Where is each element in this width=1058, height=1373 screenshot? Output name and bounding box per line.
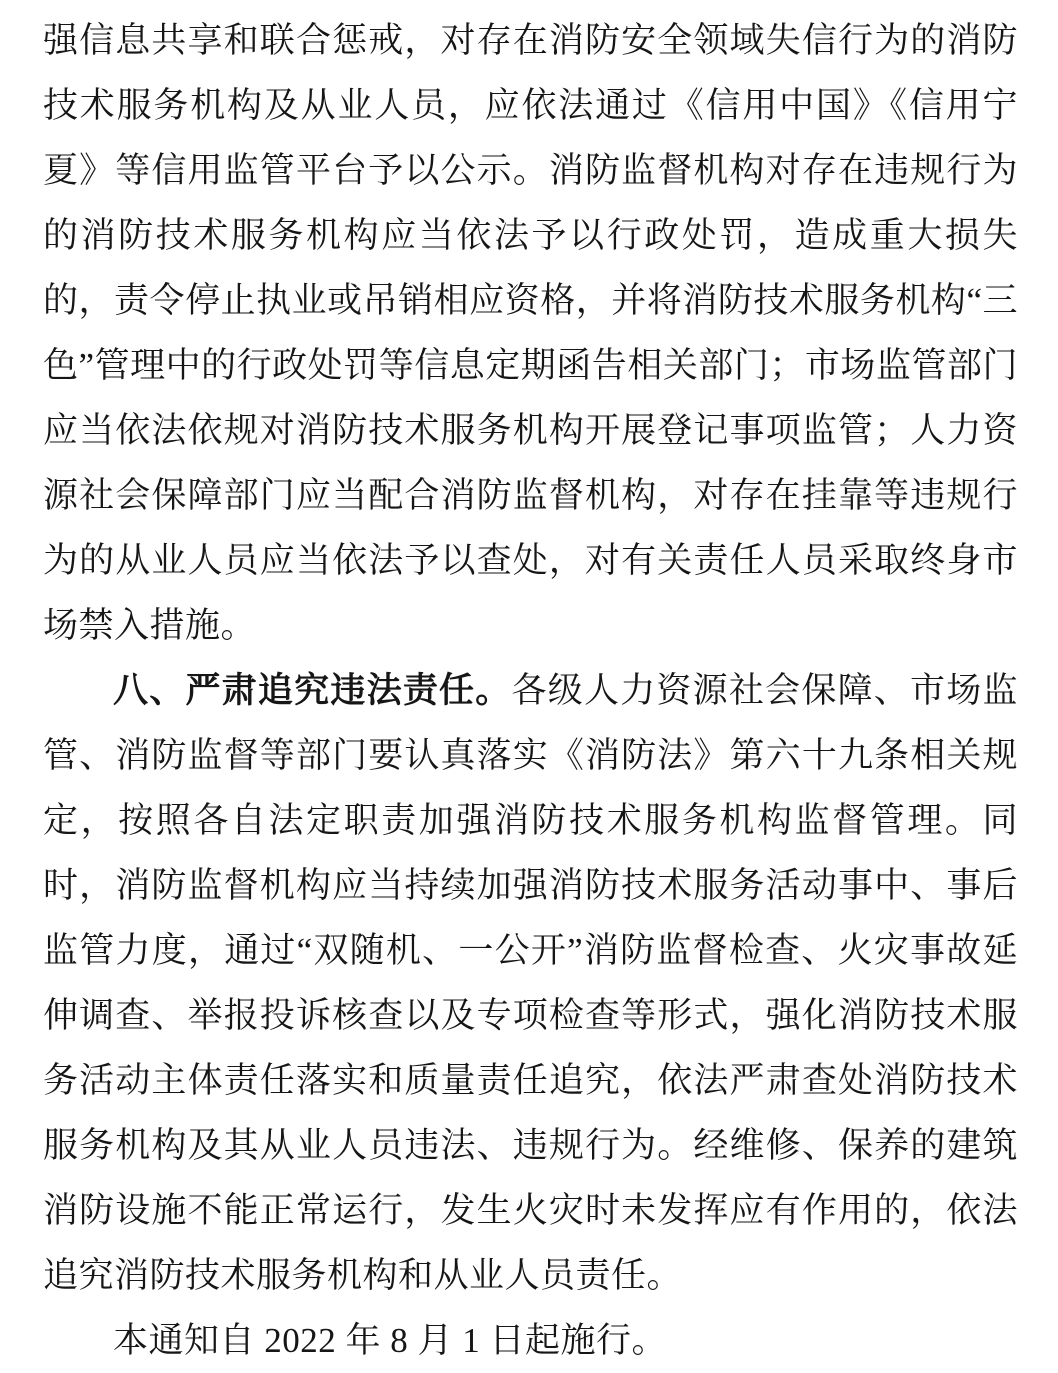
- paragraph: [43, 8, 1018, 658]
- document-body: [43, 8, 1018, 1373]
- paragraph-heading: 八、严肃追究违法责任。: [113, 671, 512, 710]
- text-segment: 本通知自 2022 年 8 月 1 日起施行。: [113, 1321, 668, 1360]
- text-segment: 强信息共享和联合惩戒，对存在消防安全领域失信行为的消防技术服务机构及从业人员，应依法通过《信用中国》《信用宁夏》等信用监管平台予以公示。消防监督机构对存在违规行为的消防技术服务机构应当依法予以行政处罚，造成重大损失的，责令停止执业或吊销相应资格，并将消防技术服务机构“三色”管理中的行政处罚等信息定期函告相关部门；市场监管部门应当依法依规对消防技术服务机构开展登记事项监管；人力资源社会保障部门应当配合消防监督机构，对存在挂靠等违规行为的从业人员应当依法予以查处，对有关责任人员采取终身市场禁入措施。: [43, 21, 1018, 645]
- text-segment: 各级人力资源社会保障、市场监管、消防监督等部门要认真落实《消防法》第六十九条相关规定，按照各自法定职责加强消防技术服务机构监督管理。同时，消防监督机构应当持续加强消防技术服务活动事中、事后监管力度，通过“双随机、一公开”消防监督检查、火灾事故延伸调查、举报投诉核查以及专项检查等形式，强化消防技术服务活动主体责任落实和质量责任追究，依法严肃查处消防技术服务机构及其从业人员违法、违规行为。经维修、保养的建筑消防设施不能正常运行，发生火灾时未发挥应有作用的，依法追究消防技术服务机构和从业人员责任。: [43, 671, 1018, 1295]
- paragraph: [43, 658, 1018, 1308]
- paragraph: [43, 1308, 1018, 1373]
